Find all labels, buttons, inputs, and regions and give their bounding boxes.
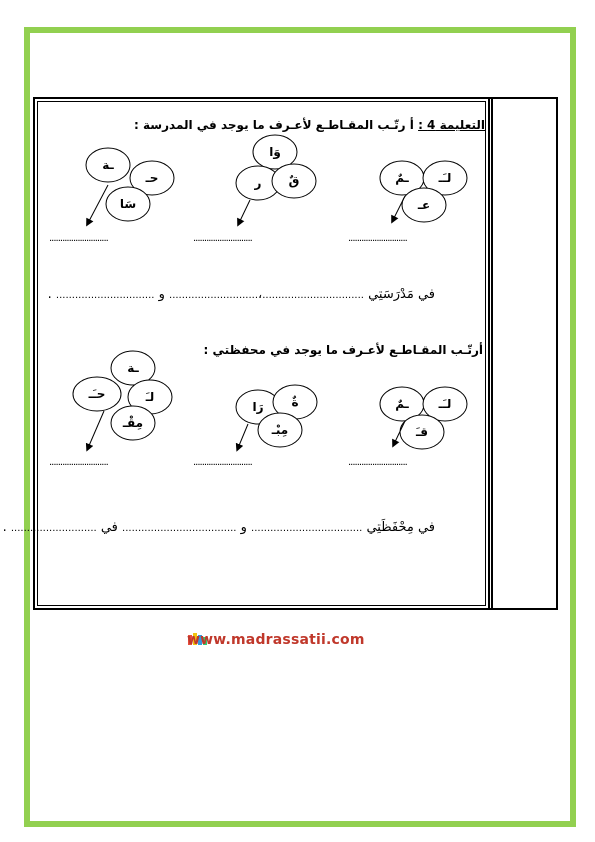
g2-sentence-blank-1[interactable]: ...................................: [251, 523, 363, 534]
g1-cluster-2: [236, 135, 316, 223]
g1-answer-blank-2[interactable]: ...........................: [193, 233, 252, 244]
g2-c1-s4: مِقْـ: [122, 416, 144, 430]
g2-c1-s1: ـة: [127, 361, 139, 375]
instruction-2-text: أرتّـب المقـاطـع لأعـرف ما يوجد في محفظتي :: [203, 343, 483, 357]
g1-c1-s3: سَا: [119, 197, 137, 211]
g1-c3-s2: لـَـ: [438, 171, 452, 185]
g1-c2-s2: قٌ: [288, 174, 300, 188]
g1-sentence-comma: ،: [258, 287, 263, 302]
g2-cluster-2: [236, 385, 317, 448]
g2-sentence-prep: في: [100, 520, 118, 535]
g2-sentence-start: في مِحْفَظَتِي: [366, 520, 435, 535]
g2-c2-s1: رَا: [252, 400, 264, 414]
g2-answer-blank-1[interactable]: ...........................: [49, 457, 108, 468]
g2-c3-s1: ـمٌ: [395, 397, 409, 411]
g2-sentence: [3, 520, 435, 535]
g2-c2-s3: مِبْـ: [271, 423, 289, 437]
g2-sentence-blank-2[interactable]: ....................................: [122, 523, 237, 534]
g2-c1-s3: لـَ: [145, 390, 155, 404]
g1-c3-s1: ـمٌ: [395, 171, 409, 185]
g1-answer-blank-3[interactable]: ...........................: [348, 233, 407, 244]
g2-answer-blank-3[interactable]: ...........................: [348, 457, 407, 468]
g2-answer-blank-2[interactable]: ...........................: [193, 457, 252, 468]
g1-sentence: [48, 287, 435, 302]
g1-sentence-blank-2[interactable]: ............................: [169, 290, 259, 301]
g1-c2-s1: وَا: [269, 145, 281, 159]
instruction-2: [203, 343, 483, 357]
g2-c1-s2: حـَـ: [88, 387, 106, 401]
g1-sentence-blank-1[interactable]: ................................: [262, 290, 364, 301]
g1-c3-s3: عـ: [417, 198, 431, 212]
instruction-1-label: التعليمة 4 :: [418, 118, 485, 132]
g2-c3-s2: لـَـ: [438, 397, 452, 411]
g1-cluster-1: [86, 148, 174, 223]
g2-cluster-3: [380, 387, 467, 449]
g1-c1-s1: ـة: [102, 158, 114, 172]
g2-cluster-1: [73, 351, 172, 448]
g1-sentence-start: في مَدْرَسَتِي: [368, 287, 435, 302]
g2-sentence-conj: و: [240, 520, 247, 535]
instruction-1-text: أ رتّـب المقـاطـع لأعـرف ما يوجد في المدرسة :: [134, 118, 414, 132]
g1-sentence-end: .: [47, 287, 52, 302]
g1-sentence-conj: و: [158, 287, 165, 302]
g1-c2-s3: ر: [254, 176, 262, 190]
g2-c2-s2: ةٌ: [291, 395, 299, 409]
website-link[interactable]: www.madrassatii.com: [187, 632, 365, 648]
g1-answer-blank-1[interactable]: ...........................: [49, 233, 108, 244]
g1-cluster-3: [380, 161, 467, 222]
g1-c1-s2: حـ: [145, 171, 159, 185]
g1-sentence-blank-3[interactable]: ...............................: [55, 290, 155, 301]
g2-c3-s3: قـَ: [416, 425, 428, 439]
g2-sentence-blank-3[interactable]: ...........................: [10, 523, 97, 534]
g2-sentence-end: .: [2, 520, 7, 535]
